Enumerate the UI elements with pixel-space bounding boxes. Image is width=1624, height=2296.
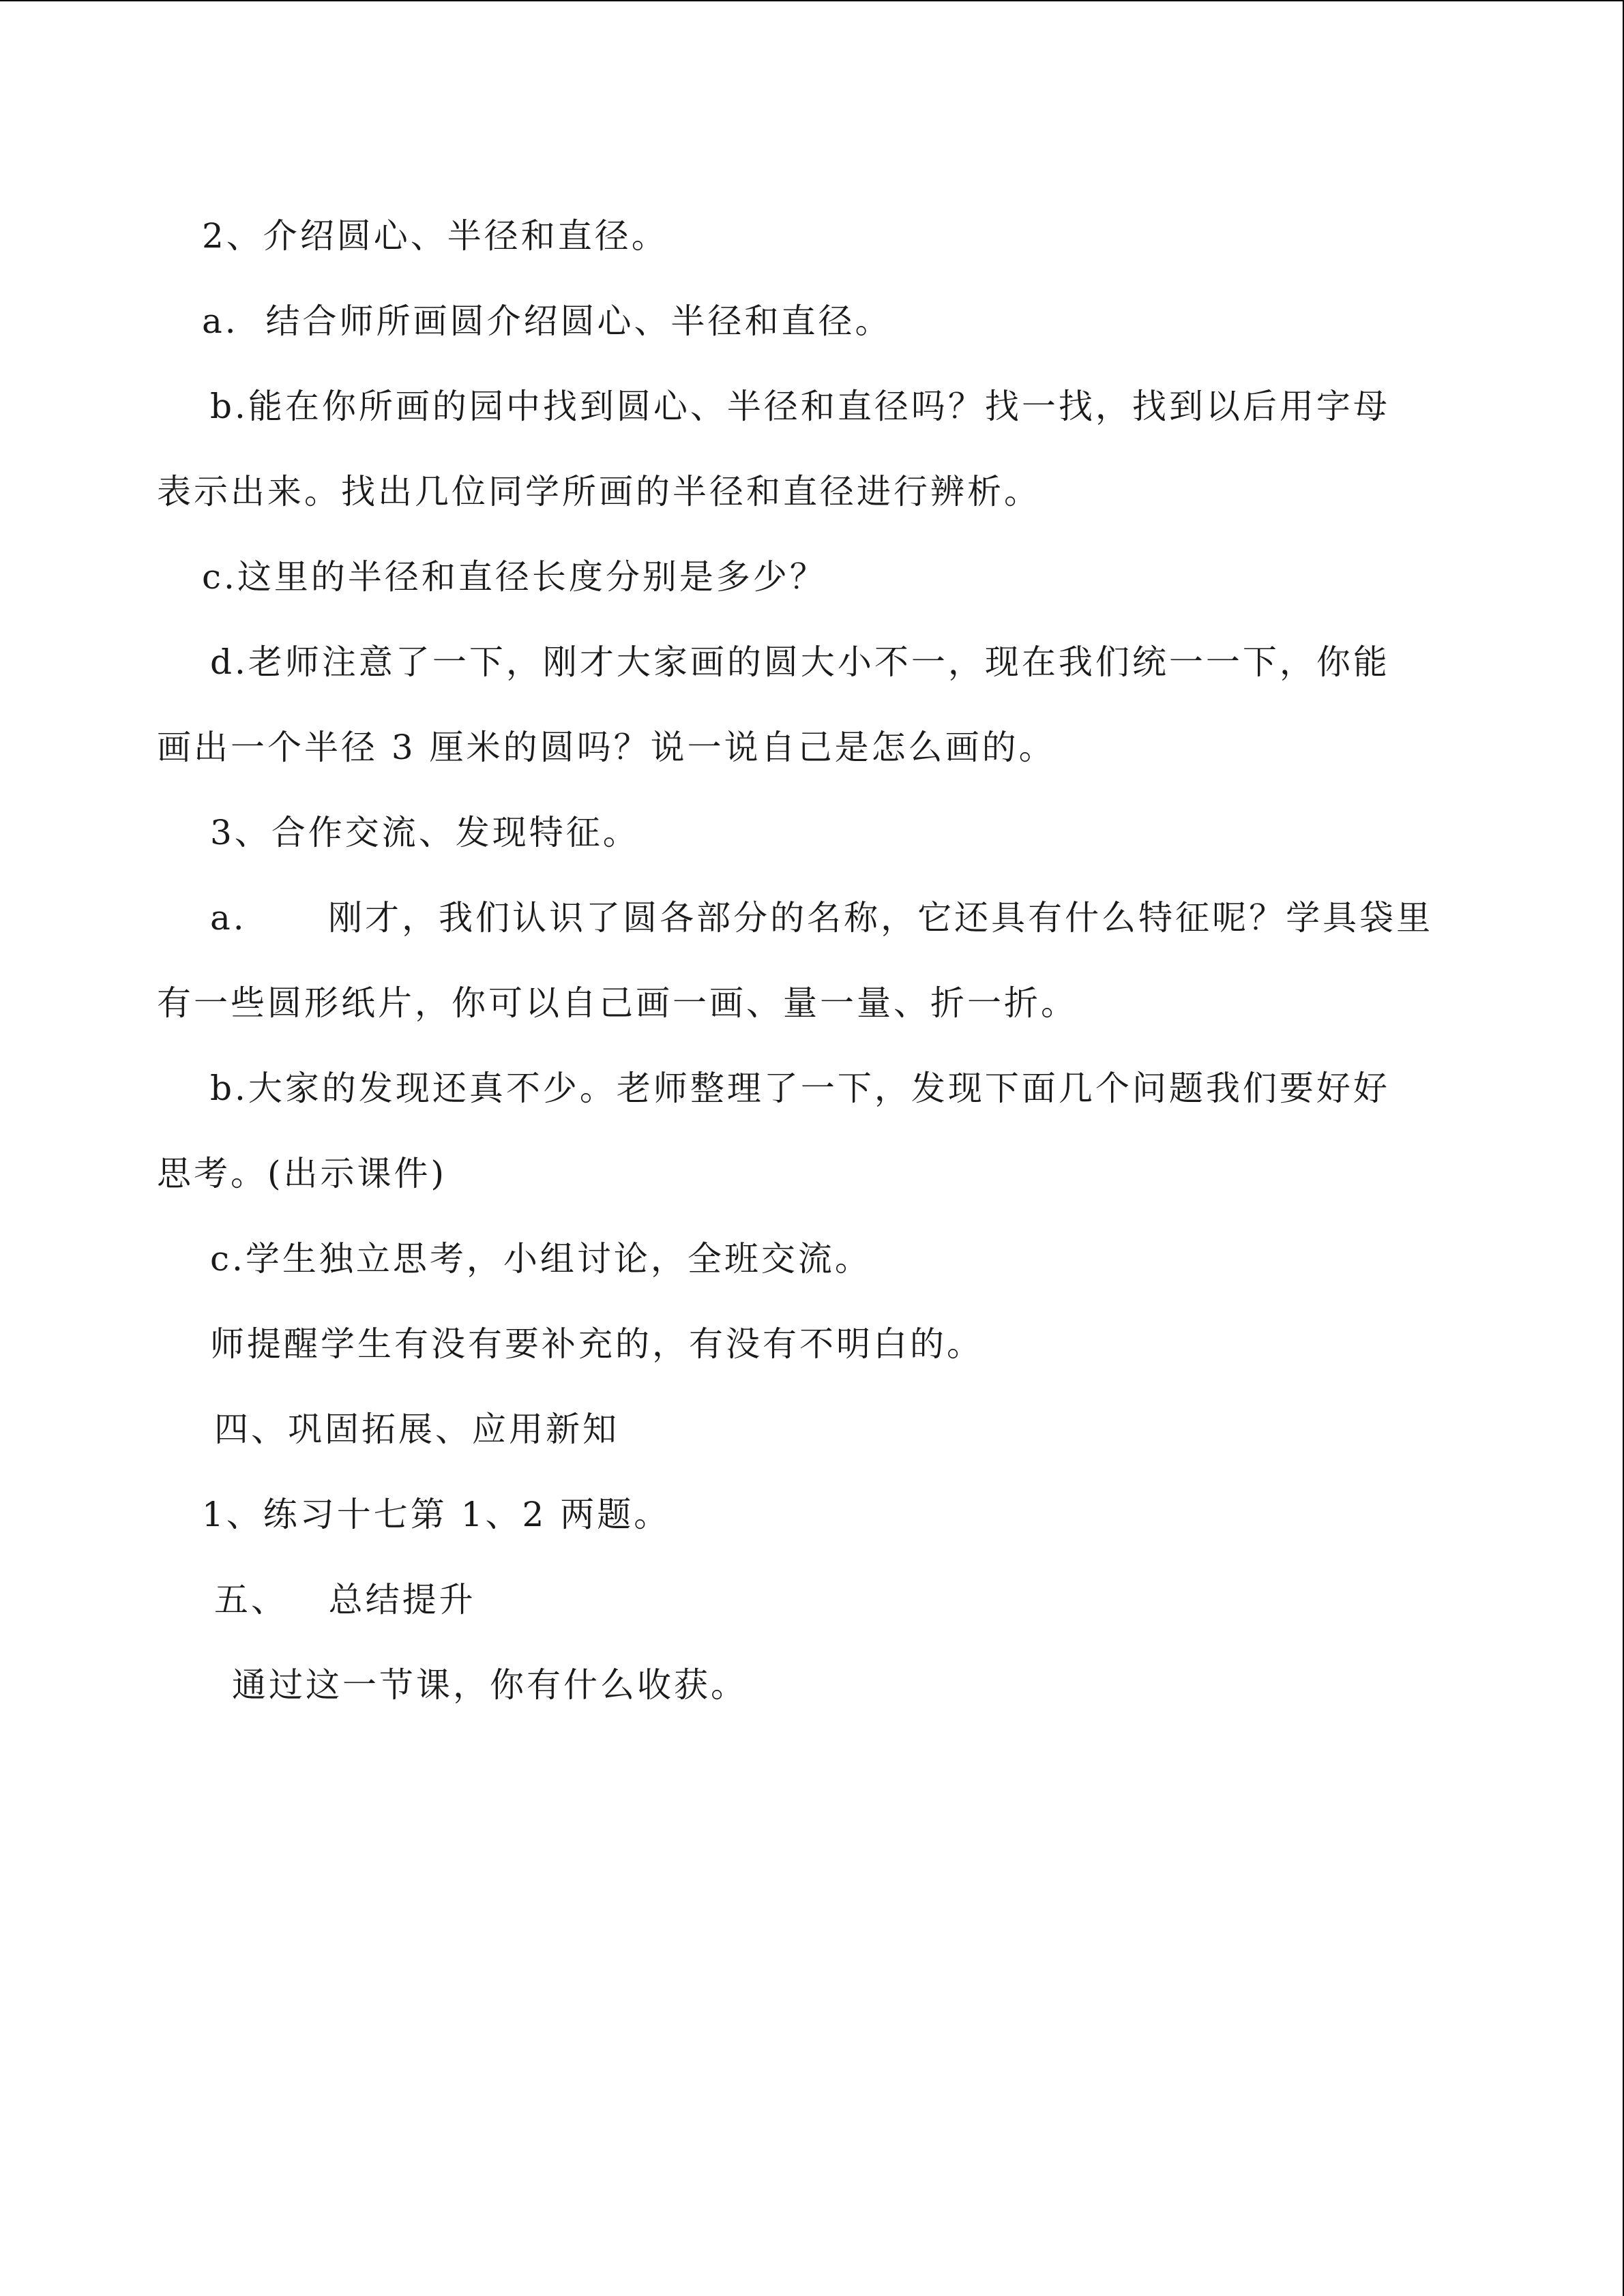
text-line: b.大家的发现还真不少。老师整理了一下，发现下面几个问题我们要好好 xyxy=(210,1069,1390,1108)
text-line: c.这里的半径和直径长度分别是多少？ xyxy=(202,557,827,597)
text-line: b.能在你所画的园中找到圆心、半径和直径吗？找一找，找到以后用字母 xyxy=(210,387,1390,426)
text-line: c.学生独立思考，小组讨论，全班交流。 xyxy=(210,1239,872,1279)
text-line: 3、合作交流、发现特征。 xyxy=(210,813,640,852)
section-heading: 四、巩固拓展、应用新知 xyxy=(214,1410,619,1449)
text-line: d.老师注意了一下，刚才大家画的圆大小不一，现在我们统一一下，你能 xyxy=(210,642,1390,682)
text-line: 通过这一节课，你有什么收获。 xyxy=(232,1665,748,1705)
text-line: 表示出来。找出几位同学所画的半径和直径进行辨析。 xyxy=(157,472,1041,511)
text-line: a. 结合师所画圆介绍圆心、半径和直径。 xyxy=(202,301,892,341)
text-line: 有一些圆形纸片，你可以自己画一画、量一量、折一折。 xyxy=(157,983,1078,1023)
text-line: 师提醒学生有没有要补充的，有没有不明白的。 xyxy=(210,1324,984,1364)
text-line: 1、练习十七第 1、2 两题。 xyxy=(202,1495,671,1534)
text-line: a. 刚才，我们认识了圆各部分的名称，它还具有什么特征呢？学具袋里 xyxy=(210,898,1434,938)
text-line: 画出一个半径 3 厘米的圆吗？说一说自己是怎么画的。 xyxy=(157,728,1056,767)
text-line: 2、介绍圆心、半径和直径。 xyxy=(202,216,668,256)
text-line: 思考。(出示课件) xyxy=(157,1154,447,1193)
section-heading: 五、 总结提升 xyxy=(214,1580,476,1620)
